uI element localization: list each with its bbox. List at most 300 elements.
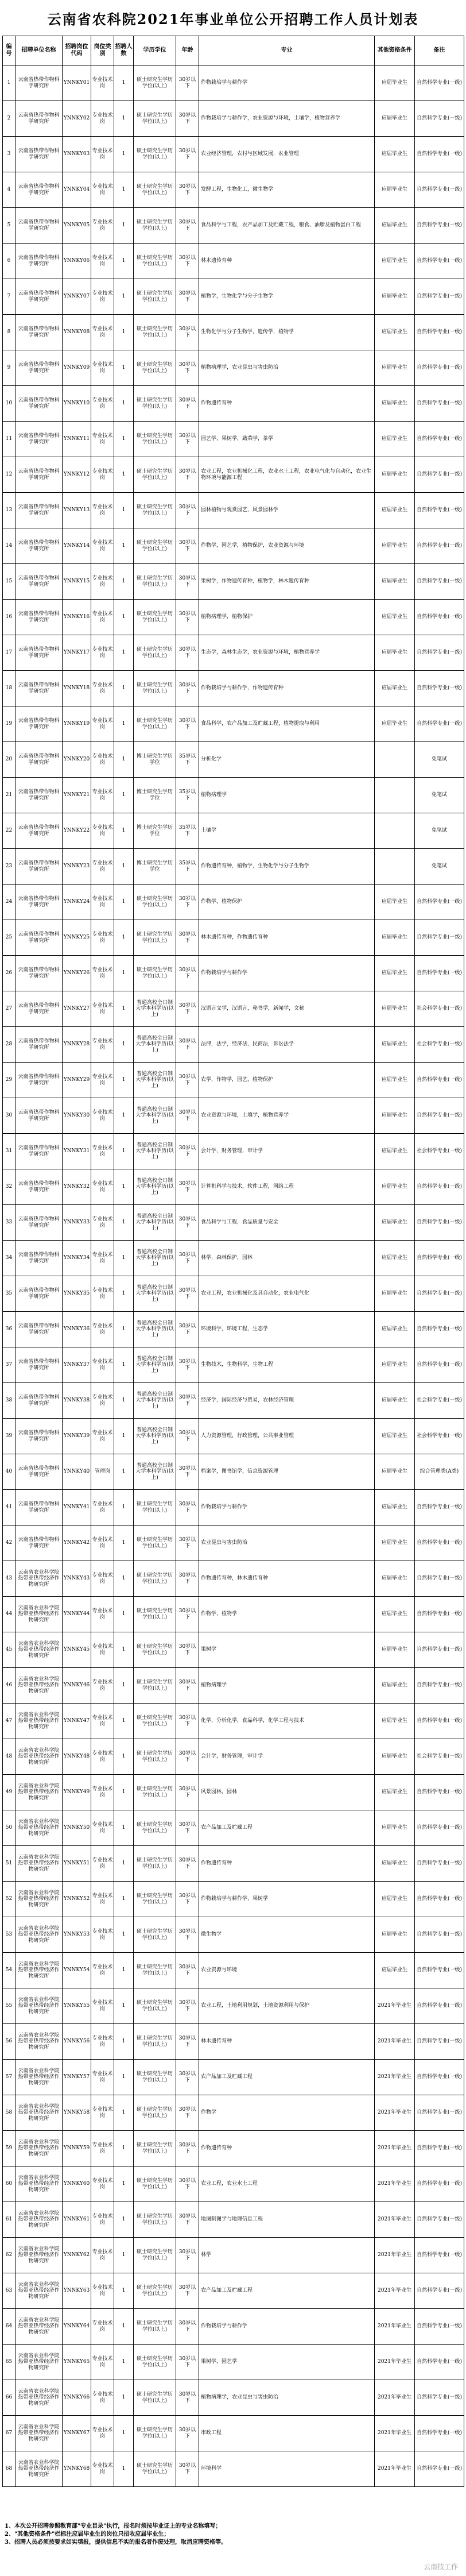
cell-code: YNNKY52: [63, 1882, 91, 1917]
table-row: [3, 1347, 464, 1383]
cell-category: 专业技术岗: [91, 2309, 114, 2345]
cell-no: 11: [3, 422, 15, 457]
cell-conditions: 应届毕业生: [375, 172, 415, 208]
table-row: [3, 1490, 464, 1525]
cell-major: 生态学，森林生态学，农业资源与环境，植物营养学: [199, 635, 375, 671]
header-major: 专业: [199, 36, 375, 65]
cell-major: 分析化学: [199, 742, 375, 778]
cell-code: YNNKY21: [63, 778, 91, 813]
cell-conditions: 应届毕业生: [375, 101, 415, 137]
cell-major: 农学，作物学，园艺，植物保护: [199, 1063, 375, 1098]
cell-remarks: 自然科学专业(一级): [415, 244, 464, 279]
cell-code: YNNKY68: [63, 2451, 91, 2487]
cell-remarks: 自然科学专业(一级): [415, 1276, 464, 1312]
cell-major: 生物技术，生物科学，生物工程: [199, 1347, 375, 1383]
cell-major: 计算机科学与技术，软件工程，网络工程: [199, 1169, 375, 1205]
cell-code: YNNKY49: [63, 1775, 91, 1810]
table-row: [3, 1561, 464, 1597]
cell-no: 46: [3, 1668, 15, 1704]
cell-category: 专业技术岗: [91, 1917, 114, 1953]
cell-remarks: 自然科学专业(一级): [415, 493, 464, 528]
cell-remarks: 自然科学专业(一级): [415, 1668, 464, 1704]
cell-major: 档案学，图书馆学，信息资源管理: [199, 1454, 375, 1490]
cell-major: 市政工程: [199, 2416, 375, 2451]
cell-unit: 云南省热带作物科学研究所: [15, 1525, 63, 1561]
cell-conditions: 应届毕业生: [375, 1561, 415, 1597]
table-row: [3, 65, 464, 101]
cell-conditions: 应届毕业生: [375, 706, 415, 742]
table-row: [3, 1882, 464, 1917]
cell-conditions: 2021年毕业生: [375, 2380, 415, 2416]
cell-remarks: 自然科学专业(一级): [415, 671, 464, 706]
cell-category: 专业技术岗: [91, 1241, 114, 1276]
cell-unit: 云南省农业科学院热带亚热带经济作物研究所: [15, 1917, 63, 1953]
cell-category: 专业技术岗: [91, 1276, 114, 1312]
header-count: 招聘人数: [114, 36, 134, 65]
cell-count: 1: [114, 1953, 134, 1988]
cell-no: 24: [3, 885, 15, 920]
table-row: [3, 991, 464, 1027]
table-row: [3, 1027, 464, 1063]
cell-major: 园艺学，果树学，蔬菜学，茶学: [199, 422, 375, 457]
footnote: 1、本次公开招聘参照教育部"专业目录"执行，报名时须按毕业证上的专业名称填写；: [5, 2523, 222, 2529]
cell-major: 食品科学与工程，食品质量与安全: [199, 1205, 375, 1241]
cell-conditions: [375, 778, 415, 813]
cell-code: YNNKY37: [63, 1347, 91, 1383]
cell-unit: 云南省热带作物科学研究所: [15, 849, 63, 885]
table-row: [3, 778, 464, 813]
cell-count: 1: [114, 1917, 134, 1953]
cell-category: 专业技术岗: [91, 1882, 114, 1917]
cell-education: 硕士研究生学历学位(以上): [134, 1668, 176, 1704]
cell-remarks: 自然科学专业(一级): [415, 1525, 464, 1561]
cell-conditions: 2021年毕业生: [375, 2309, 415, 2345]
cell-education: 硕士研究生学历学位(以上): [134, 244, 176, 279]
cell-category: 专业技术岗: [91, 2273, 114, 2309]
cell-no: 59: [3, 2131, 15, 2166]
cell-no: 60: [3, 2166, 15, 2202]
cell-unit: 云南省热带作物科学研究所: [15, 885, 63, 920]
cell-education: 硕士研究生学历学位(以上): [134, 1810, 176, 1846]
cell-major: 植物病理学: [199, 1668, 375, 1704]
cell-unit: 云南省热带作物科学研究所: [15, 1241, 63, 1276]
cell-remarks: 自然科学专业(一级): [415, 1988, 464, 2024]
cell-conditions: 应届毕业生: [375, 1419, 415, 1454]
cell-education: 硕士研究生学历学位(以上): [134, 1490, 176, 1525]
cell-major: 林学，森林保护，园林: [199, 1241, 375, 1276]
cell-count: 1: [114, 1490, 134, 1525]
table-row: [3, 2380, 464, 2416]
cell-category: 专业技术岗: [91, 2060, 114, 2095]
cell-code: YNNKY48: [63, 1739, 91, 1775]
cell-no: 3: [3, 137, 15, 172]
table-row: [3, 920, 464, 956]
cell-no: 1: [3, 65, 15, 101]
cell-category: 专业技术岗: [91, 1704, 114, 1739]
recruitment-table: [2, 36, 464, 2487]
cell-remarks: 自然科学专业(一级): [415, 65, 464, 101]
cell-age: 30岁以下: [176, 2131, 199, 2166]
cell-code: YNNKY16: [63, 600, 91, 635]
cell-conditions: [375, 742, 415, 778]
cell-count: 1: [114, 1063, 134, 1098]
cell-code: YNNKY17: [63, 635, 91, 671]
cell-no: 57: [3, 2060, 15, 2095]
cell-conditions: 2021年毕业生: [375, 2095, 415, 2131]
cell-category: 专业技术岗: [91, 2202, 114, 2238]
cell-no: 8: [3, 315, 15, 350]
cell-age: 30岁以下: [176, 2238, 199, 2273]
cell-education: 硕士研究生学历学位(以上): [134, 2238, 176, 2273]
cell-no: 48: [3, 1739, 15, 1775]
cell-education: 硕士研究生学历学位(以上): [134, 1953, 176, 1988]
cell-age: 30岁以下: [176, 1882, 199, 1917]
cell-education: 硕士研究生学历学位(以上): [134, 315, 176, 350]
cell-category: 专业技术岗: [91, 778, 114, 813]
page-title: 云南省农科院2021年事业单位公开招聘工作人员计划表: [47, 10, 419, 28]
cell-code: YNNKY65: [63, 2345, 91, 2380]
cell-unit: 云南省农业科学院热带亚热带经济作物研究所: [15, 2416, 63, 2451]
cell-age: 30岁以下: [176, 1775, 199, 1810]
cell-category: 专业技术岗: [91, 1205, 114, 1241]
cell-major: 汉语言文学，汉语言，秘书学，新闻学，文秘: [199, 991, 375, 1027]
cell-education: 硕士研究生学历学位(以上): [134, 1739, 176, 1775]
cell-age: 30岁以下: [176, 706, 199, 742]
cell-category: 专业技术岗: [91, 1525, 114, 1561]
table-row: [3, 1383, 464, 1419]
cell-education: 硕士研究生学历学位(以上): [134, 956, 176, 991]
cell-code: YNNKY24: [63, 885, 91, 920]
cell-conditions: 应届毕业生: [375, 1098, 415, 1134]
cell-code: YNNKY36: [63, 1312, 91, 1347]
cell-count: 1: [114, 2166, 134, 2202]
cell-age: 30岁以下: [176, 1312, 199, 1347]
cell-major: 食品科学与工程，农产品加工及贮藏工程，粮食、油脂及植物蛋白工程: [199, 208, 375, 244]
cell-age: 30岁以下: [176, 528, 199, 564]
cell-code: YNNKY40: [63, 1454, 91, 1490]
cell-conditions: 应届毕业生: [375, 1490, 415, 1525]
cell-no: 22: [3, 813, 15, 849]
cell-count: 1: [114, 1775, 134, 1810]
cell-no: 21: [3, 778, 15, 813]
cell-unit: 云南省农业科学院热带亚热带经济作物研究所: [15, 2451, 63, 2487]
cell-no: 52: [3, 1882, 15, 1917]
cell-remarks: 自然科学专业(一级): [415, 2416, 464, 2451]
cell-age: 30岁以下: [176, 1419, 199, 1454]
cell-major: 农业工程，农业水土工程: [199, 2166, 375, 2202]
cell-no: 68: [3, 2451, 15, 2487]
cell-remarks: 自然科学专业(一级): [415, 1704, 464, 1739]
cell-count: 1: [114, 1739, 134, 1775]
cell-remarks: 自然科学专业(一级): [415, 1775, 464, 1810]
cell-education: 硕士研究生学历学位(以上): [134, 2202, 176, 2238]
cell-education: 博士研究生学历学位: [134, 849, 176, 885]
cell-count: 1: [114, 1846, 134, 1882]
cell-education: 硕士研究生学历学位(以上): [134, 1917, 176, 1953]
cell-remarks: 自然科学专业(一级): [415, 1632, 464, 1668]
cell-no: 6: [3, 244, 15, 279]
cell-count: 1: [114, 600, 134, 635]
cell-code: YNNKY05: [63, 208, 91, 244]
header-remarks: 备注: [415, 36, 464, 65]
cell-category: 专业技术岗: [91, 386, 114, 422]
cell-count: 1: [114, 1241, 134, 1276]
cell-remarks: 自然科学专业(一级): [415, 1490, 464, 1525]
cell-no: 32: [3, 1169, 15, 1205]
table-row: [3, 386, 464, 422]
cell-age: 35岁以下: [176, 742, 199, 778]
cell-unit: 云南省农业科学院热带亚热带经济作物研究所: [15, 1739, 63, 1775]
table-row: [3, 1632, 464, 1668]
cell-code: YNNKY08: [63, 315, 91, 350]
table-row: [3, 172, 464, 208]
cell-remarks: 自然科学专业(一级): [415, 2309, 464, 2345]
table-row: [3, 813, 464, 849]
cell-category: 专业技术岗: [91, 885, 114, 920]
cell-remarks: 自然科学专业(一级): [415, 564, 464, 600]
cell-education: 普通高校全日制大学本科学历(以上): [134, 1454, 176, 1490]
cell-unit: 云南省热带作物科学研究所: [15, 315, 63, 350]
cell-major: 地图制图学与地理信息工程: [199, 2202, 375, 2238]
cell-age: 35岁以下: [176, 849, 199, 885]
cell-conditions: 应届毕业生: [375, 1632, 415, 1668]
cell-count: 1: [114, 137, 134, 172]
cell-no: 55: [3, 1988, 15, 2024]
cell-no: 49: [3, 1775, 15, 1810]
cell-age: 30岁以下: [176, 1668, 199, 1704]
cell-education: 硕士研究生学历学位(以上): [134, 1561, 176, 1597]
cell-conditions: 应届毕业生: [375, 1454, 415, 1490]
cell-code: YNNKY43: [63, 1561, 91, 1597]
cell-code: YNNKY51: [63, 1846, 91, 1882]
cell-major: 农业资源与环境，土壤学，植物营养学: [199, 1098, 375, 1134]
cell-age: 30岁以下: [176, 1063, 199, 1098]
cell-major: 林木遗传育种: [199, 244, 375, 279]
cell-remarks: 自然科学专业(一级): [415, 2166, 464, 2202]
cell-no: 5: [3, 208, 15, 244]
cell-remarks: 自然科学专业(一级): [415, 208, 464, 244]
cell-code: YNNKY28: [63, 1027, 91, 1063]
cell-remarks: 自然科学专业(一级): [415, 2380, 464, 2416]
cell-age: 30岁以下: [176, 2416, 199, 2451]
cell-unit: 云南省热带作物科学研究所: [15, 1063, 63, 1098]
cell-education: 硕士研究生学历学位(以上): [134, 1525, 176, 1561]
cell-remarks: 自然科学专业(一级): [415, 706, 464, 742]
cell-category: 专业技术岗: [91, 315, 114, 350]
table-row: [3, 1775, 464, 1810]
cell-education: 普通高校全日制大学本科学历(以上): [134, 1241, 176, 1276]
cell-major: 作物学，园艺学，植物保护，农业资源与环境: [199, 528, 375, 564]
cell-category: 专业技术岗: [91, 635, 114, 671]
cell-unit: 云南省农业科学院热带亚热带经济作物研究所: [15, 1882, 63, 1917]
cell-conditions: 应届毕业生: [375, 956, 415, 991]
cell-major: 林学: [199, 2238, 375, 2273]
table-row: [3, 2095, 464, 2131]
cell-education: 硕士研究生学历学位(以上): [134, 635, 176, 671]
cell-education: 硕士研究生学历学位(以上): [134, 1775, 176, 1810]
cell-remarks: 自然科学专业(一级): [415, 2238, 464, 2273]
cell-unit: 云南省热带作物科学研究所: [15, 1276, 63, 1312]
cell-unit: 云南省热带作物科学研究所: [15, 1347, 63, 1383]
cell-unit: 云南省热带作物科学研究所: [15, 813, 63, 849]
cell-major: 作物栽培学与耕作学: [199, 1490, 375, 1525]
cell-age: 30岁以下: [176, 1739, 199, 1775]
cell-count: 1: [114, 1347, 134, 1383]
cell-age: 30岁以下: [176, 635, 199, 671]
cell-code: YNNKY50: [63, 1810, 91, 1846]
cell-no: 23: [3, 849, 15, 885]
cell-no: 2: [3, 101, 15, 137]
cell-category: 专业技术岗: [91, 600, 114, 635]
cell-major: 作物遗传育种: [199, 1846, 375, 1882]
cell-conditions: 应届毕业生: [375, 1027, 415, 1063]
cell-count: 1: [114, 2060, 134, 2095]
cell-code: YNNKY06: [63, 244, 91, 279]
table-row: [3, 315, 464, 350]
cell-no: 35: [3, 1276, 15, 1312]
cell-age: 30岁以下: [176, 101, 199, 137]
cell-count: 1: [114, 350, 134, 386]
cell-age: 30岁以下: [176, 1241, 199, 1276]
cell-no: 13: [3, 493, 15, 528]
cell-no: 56: [3, 2024, 15, 2060]
cell-unit: 云南省热带作物科学研究所: [15, 742, 63, 778]
cell-unit: 云南省农业科学院热带亚热带经济作物研究所: [15, 2309, 63, 2345]
cell-remarks: 自然科学专业(一级): [415, 2202, 464, 2238]
cell-conditions: 应届毕业生: [375, 65, 415, 101]
cell-code: YNNKY54: [63, 1953, 91, 1988]
cell-code: YNNKY10: [63, 386, 91, 422]
table-row: [3, 1241, 464, 1276]
cell-remarks: 自然科学专业(一级): [415, 137, 464, 172]
cell-remarks: 自然科学专业(一级): [415, 635, 464, 671]
cell-no: 41: [3, 1490, 15, 1525]
cell-conditions: 应届毕业生: [375, 528, 415, 564]
cell-major: 生物化学与分子生物学，遗传学，植物学: [199, 315, 375, 350]
cell-conditions: 应届毕业生: [375, 1312, 415, 1347]
cell-major: 农产品加工及贮藏工程: [199, 1810, 375, 1846]
cell-education: 硕士研究生学历学位(以上): [134, 2166, 176, 2202]
cell-code: YNNKY23: [63, 849, 91, 885]
cell-no: 50: [3, 1810, 15, 1846]
table-row: [3, 1917, 464, 1953]
cell-code: YNNKY60: [63, 2166, 91, 2202]
cell-remarks: 自然科学专业(一级): [415, 2131, 464, 2166]
cell-code: YNNKY59: [63, 2131, 91, 2166]
cell-count: 1: [114, 1454, 134, 1490]
cell-count: 1: [114, 706, 134, 742]
cell-conditions: 2021年毕业生: [375, 2024, 415, 2060]
cell-remarks: 自然科学专业(一级): [415, 1347, 464, 1383]
cell-age: 30岁以下: [176, 1490, 199, 1525]
cell-age: 30岁以下: [176, 885, 199, 920]
cell-conditions: 应届毕业生: [375, 137, 415, 172]
cell-education: 普通高校全日制大学本科学历(以上): [134, 1419, 176, 1454]
cell-major: 作物栽培学与耕作学，作物遗传育种: [199, 671, 375, 706]
cell-education: 硕士研究生学历学位(以上): [134, 2380, 176, 2416]
cell-category: 专业技术岗: [91, 2131, 114, 2166]
cell-count: 1: [114, 1597, 134, 1632]
cell-major: 植物病理学，植物保护: [199, 600, 375, 635]
table-row: [3, 600, 464, 635]
cell-unit: 云南省农业科学院热带亚热带经济作物研究所: [15, 2095, 63, 2131]
cell-age: 30岁以下: [176, 1027, 199, 1063]
cell-major: 作物遗传育种: [199, 2131, 375, 2166]
cell-code: YNNKY20: [63, 742, 91, 778]
cell-unit: 云南省热带作物科学研究所: [15, 457, 63, 493]
cell-count: 1: [114, 2451, 134, 2487]
cell-category: 专业技术岗: [91, 1668, 114, 1704]
cell-no: 64: [3, 2309, 15, 2345]
cell-education: 硕士研究生学历学位(以上): [134, 422, 176, 457]
cell-major: 发酵工程，生物化工，微生物学: [199, 172, 375, 208]
table-row: [3, 1454, 464, 1490]
cell-major: 作物学，植物保护: [199, 885, 375, 920]
cell-code: YNNKY58: [63, 2095, 91, 2131]
cell-count: 1: [114, 457, 134, 493]
cell-unit: 云南省农业科学院热带亚热带经济作物研究所: [15, 1953, 63, 1988]
cell-remarks: 免笔试: [415, 849, 464, 885]
cell-education: 硕士研究生学历学位(以上): [134, 706, 176, 742]
table-row: [3, 279, 464, 315]
cell-education: 硕士研究生学历学位(以上): [134, 2095, 176, 2131]
cell-unit: 云南省农业科学院热带亚热带经济作物研究所: [15, 1561, 63, 1597]
table-row: [3, 2416, 464, 2451]
cell-conditions: 应届毕业生: [375, 635, 415, 671]
cell-remarks: 自然科学专业(一级): [415, 1810, 464, 1846]
cell-age: 30岁以下: [176, 1846, 199, 1882]
cell-major: 环境科学: [199, 2451, 375, 2487]
cell-age: 30岁以下: [176, 956, 199, 991]
cell-education: 硕士研究生学历学位(以上): [134, 920, 176, 956]
cell-count: 1: [114, 849, 134, 885]
cell-education: 硕士研究生学历学位(以上): [134, 457, 176, 493]
cell-conditions: 应届毕业生: [375, 1205, 415, 1241]
footnotes: [5, 2523, 461, 2547]
table-row: [3, 635, 464, 671]
cell-category: 专业技术岗: [91, 137, 114, 172]
cell-unit: 云南省热带作物科学研究所: [15, 1169, 63, 1205]
cell-no: 31: [3, 1134, 15, 1169]
table-row: [3, 1063, 464, 1098]
cell-unit: 云南省热带作物科学研究所: [15, 564, 63, 600]
table-row: [3, 1704, 464, 1739]
table-header-row: [3, 36, 464, 65]
cell-education: 硕士研究生学历学位(以上): [134, 279, 176, 315]
cell-unit: 云南省农业科学院热带亚热带经济作物研究所: [15, 2131, 63, 2166]
cell-count: 1: [114, 315, 134, 350]
cell-education: 普通高校全日制大学本科学历(以上): [134, 991, 176, 1027]
cell-count: 1: [114, 422, 134, 457]
cell-education: 普通高校全日制大学本科学历(以上): [134, 1098, 176, 1134]
footnote: 3、招聘人员必须按要求如实填报，提供信息不实的报名者作废处理，取消应聘资格等。: [5, 2539, 227, 2546]
cell-category: 专业技术岗: [91, 2345, 114, 2380]
cell-no: 27: [3, 991, 15, 1027]
cell-no: 33: [3, 1205, 15, 1241]
cell-age: 30岁以下: [176, 457, 199, 493]
cell-unit: 云南省农业科学院热带亚热带经济作物研究所: [15, 1775, 63, 1810]
table-row: [3, 1739, 464, 1775]
cell-major: 植物学，生物化学与分子生物学: [199, 279, 375, 315]
cell-conditions: 应届毕业生: [375, 1525, 415, 1561]
table-row: [3, 137, 464, 172]
cell-unit: 云南省农业科学院热带亚热带经济作物研究所: [15, 2238, 63, 2273]
footnote: 2、"其他资格条件"栏标注应届毕业生的岗位只招收应届毕业生；: [5, 2531, 170, 2538]
cell-age: 30岁以下: [176, 671, 199, 706]
cell-remarks: 社会科学专业(一级): [415, 1739, 464, 1775]
cell-code: YNNKY38: [63, 1383, 91, 1419]
cell-major: 经济学，国际经济与贸易，农林经济管理: [199, 1383, 375, 1419]
